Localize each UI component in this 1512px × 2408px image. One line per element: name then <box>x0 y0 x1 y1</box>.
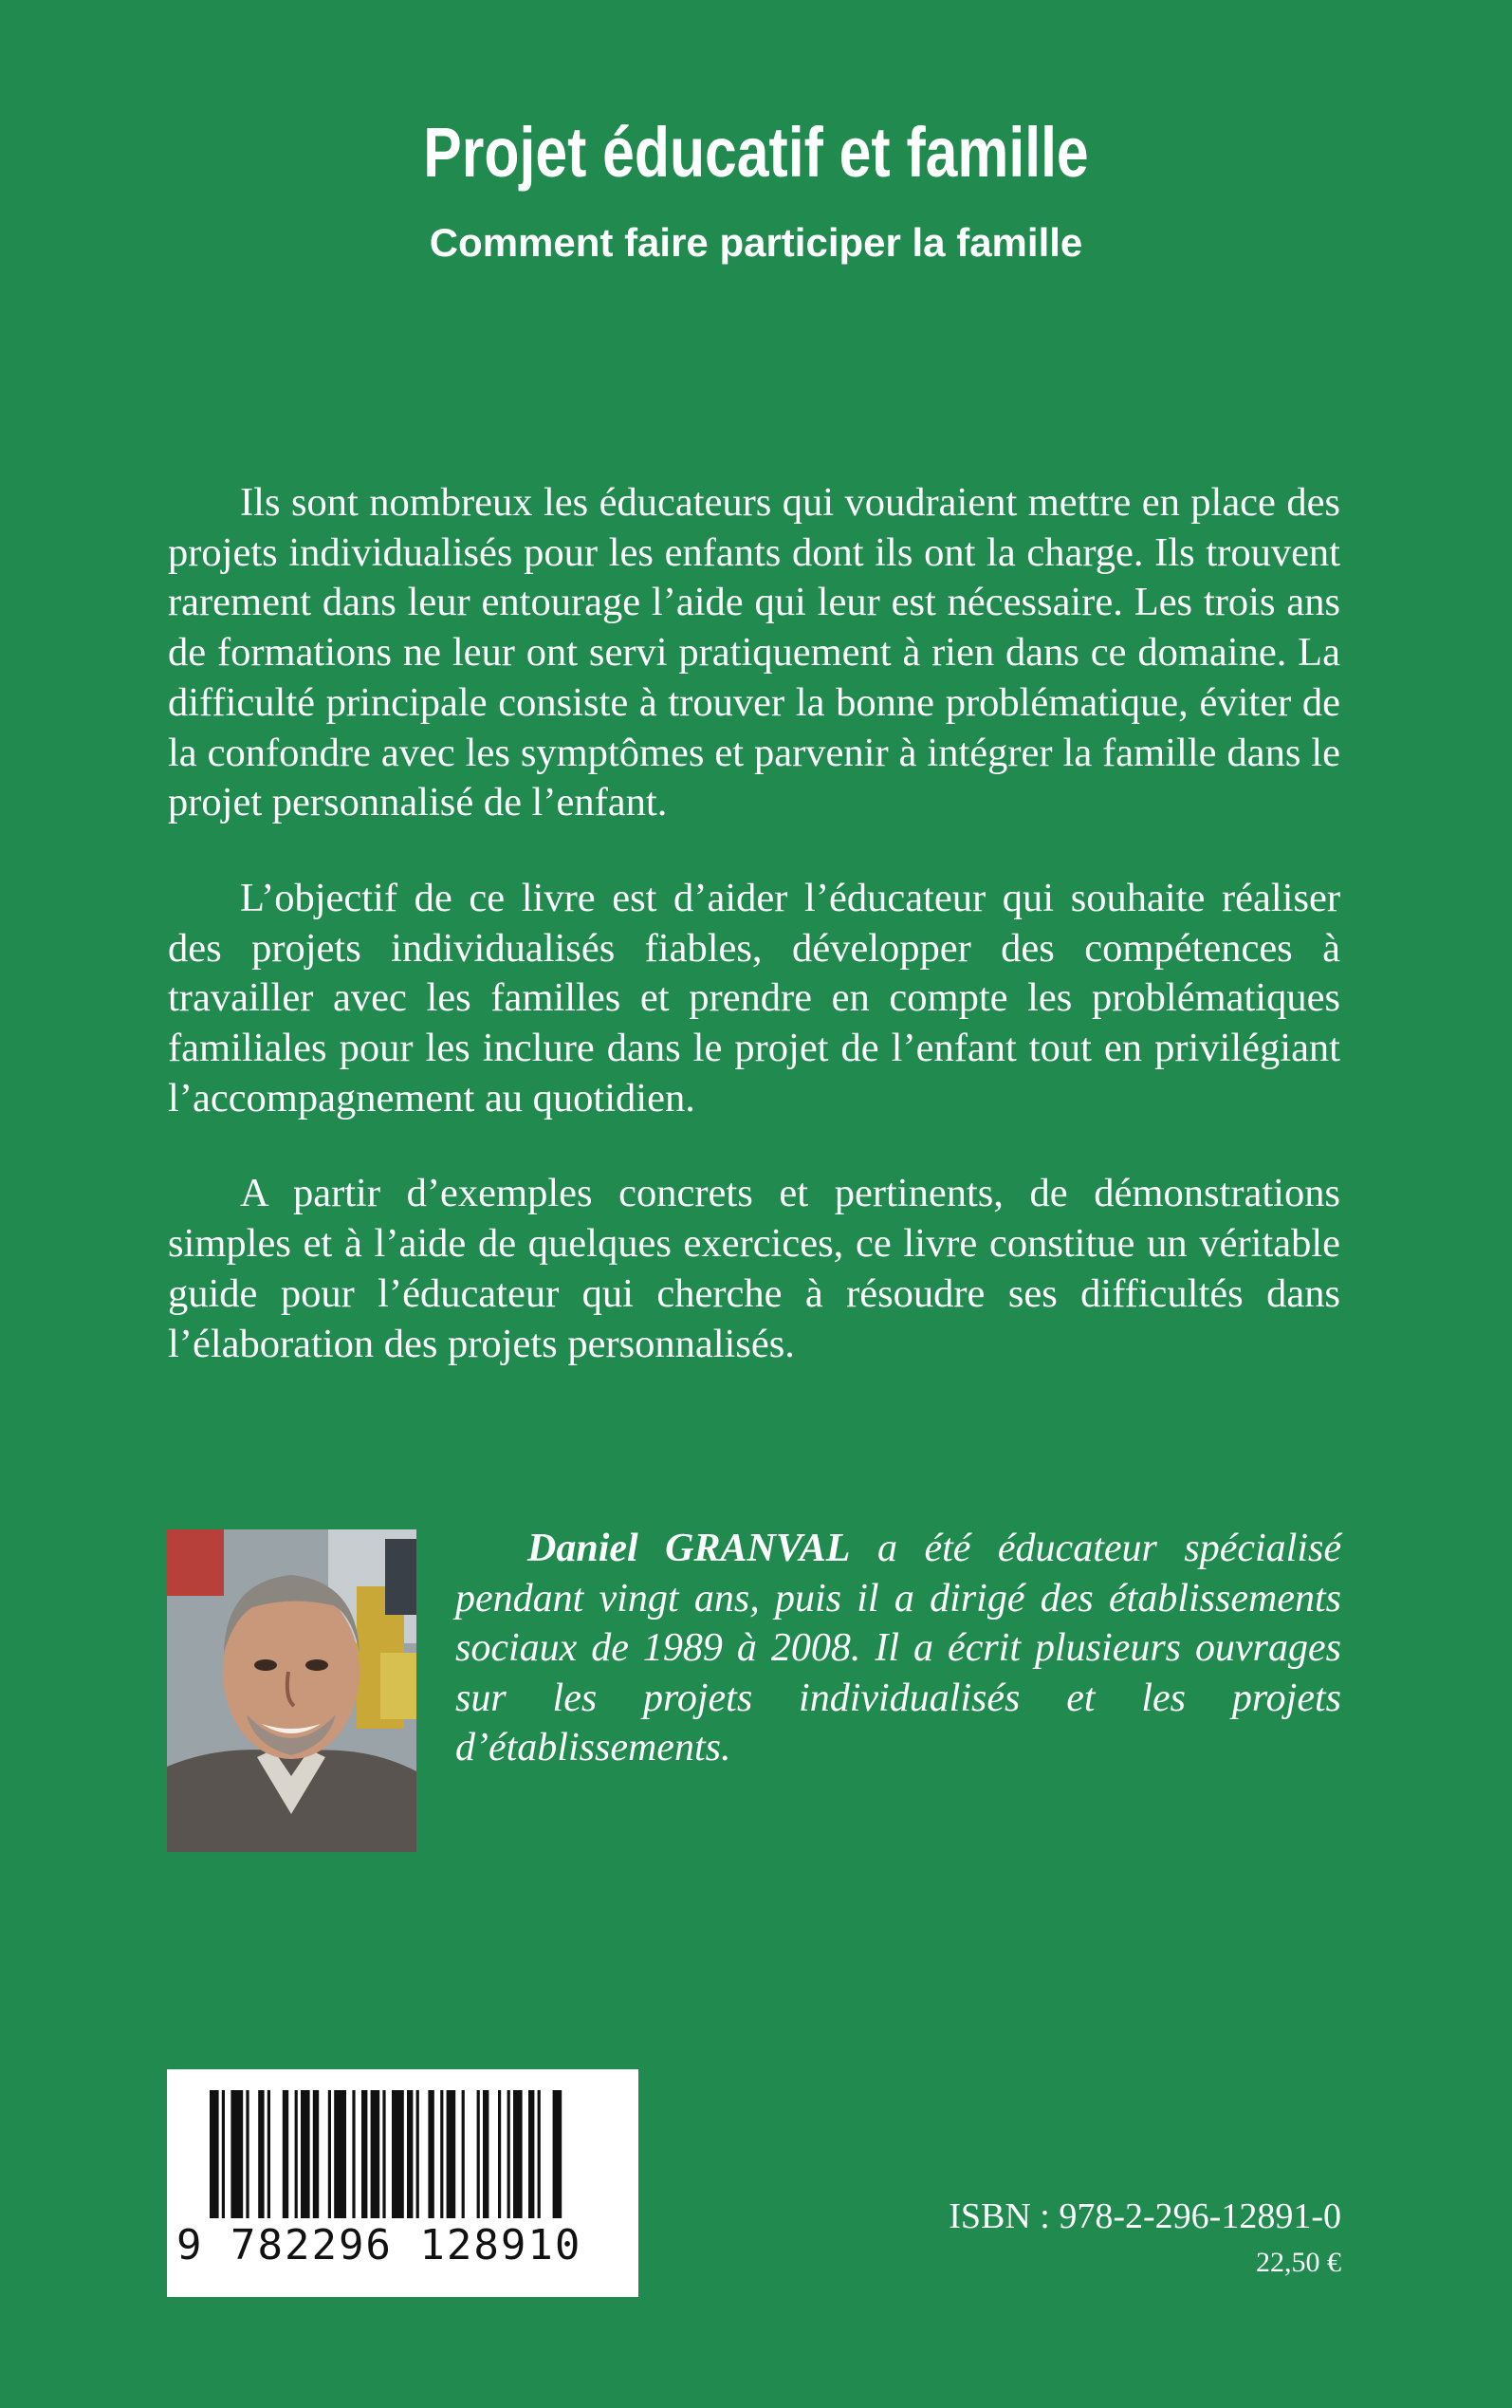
barcode-bar <box>447 2090 456 2218</box>
barcode-bar <box>392 2090 404 2218</box>
barcode-bar <box>507 2090 510 2218</box>
barcode-bar <box>407 2090 413 2218</box>
barcode-bar <box>258 2090 264 2218</box>
barcode-bar <box>246 2090 249 2218</box>
blurb-paragraph-3: A partir d’exemples concrets et pertinents, de démonstrations simples et à l’aide de quelques exercices, ce livre constitue un véritable guide pour l’éducateur qui cherche à résoudre ses difficultés dans l’élaboration des projets personnalisés. <box>168 1171 1340 1366</box>
barcode <box>167 2069 638 2297</box>
author-bio-text: a été éducateur spécialisé pendant vingt ans, puis il a dirigé des établissements sociaux de 1989 à 2008. Il a écrit plusieurs ouvrages sur les projets individualisés et les projets d’établissements. <box>455 1527 1341 1769</box>
barcode-bar <box>498 2090 501 2218</box>
barcode-bar <box>371 2090 380 2218</box>
author-name: Daniel GRANVAL <box>527 1527 851 1570</box>
author-bio-paragraph <box>455 1524 1341 1773</box>
barcode-bar <box>538 2090 541 2218</box>
barcode-bar <box>483 2090 489 2218</box>
author-photo <box>167 1529 416 1852</box>
barcode-bar <box>462 2090 465 2218</box>
barcode-bar <box>328 2090 331 2218</box>
author-portrait-icon <box>167 1529 416 1852</box>
barcode-bar <box>528 2090 534 2218</box>
author-bio <box>455 1524 1341 1773</box>
blurb <box>168 478 1340 1415</box>
barcode-bar <box>222 2090 225 2218</box>
barcode-bar <box>295 2090 298 2218</box>
barcode-bar <box>301 2090 310 2218</box>
barcode-bar <box>382 2090 385 2218</box>
barcode-bar <box>283 2090 288 2218</box>
isbn: ISBN : 978-2-296-12891-0 <box>949 2196 1341 2236</box>
barcode-bar <box>361 2090 367 2218</box>
book-subtitle: Comment faire participer la famille <box>429 220 1083 265</box>
barcode-bar <box>210 2090 219 2218</box>
barcode-bar <box>352 2090 355 2218</box>
barcode-bar <box>440 2090 443 2218</box>
barcode-bar <box>416 2090 419 2218</box>
blurb-paragraph-1: Ils sont nombreux les éducateurs qui voudraient mettre en place des projets individualisés pour les enfants dont ils ont la charge. Ils trouvent rarement dans leur entourage l’aide qui leur est nécessaire. Les trois ans de formations ne leur ont servi pratiquement à rien dans ce domaine. La difficulté principale consiste à trouver la bonne problématique, éviter de la confondre avec les symptômes et parvenir à intégrer la famille dans le projet personnalisé de l’enfant. <box>168 480 1340 825</box>
barcode-bar <box>477 2090 480 2218</box>
barcode-bar <box>553 2090 562 2218</box>
book-title: Projet éducatif et famille <box>423 113 1089 192</box>
barcode-bar <box>230 2090 243 2218</box>
barcode-bar <box>513 2090 523 2218</box>
barcode-bar <box>313 2090 319 2218</box>
barcode-bar <box>428 2090 433 2218</box>
barcode-number: 9 782296 128910 <box>176 2221 582 2269</box>
barcode-bar <box>334 2090 346 2218</box>
blurb-paragraph-2: L’objectif de ce livre est d’aider l’éducateur qui souhaite réaliser des projets individualisés fiables, développer des compétences à travailler avec les familles et prendre en compte les problématiques familiales pour les inclure dans le projet de l’enfant tout en privilégiant l’accompagnement au quotidien. <box>168 875 1340 1121</box>
price: 22,50 € <box>1256 2247 1341 2278</box>
barcode-bar <box>267 2090 270 2218</box>
